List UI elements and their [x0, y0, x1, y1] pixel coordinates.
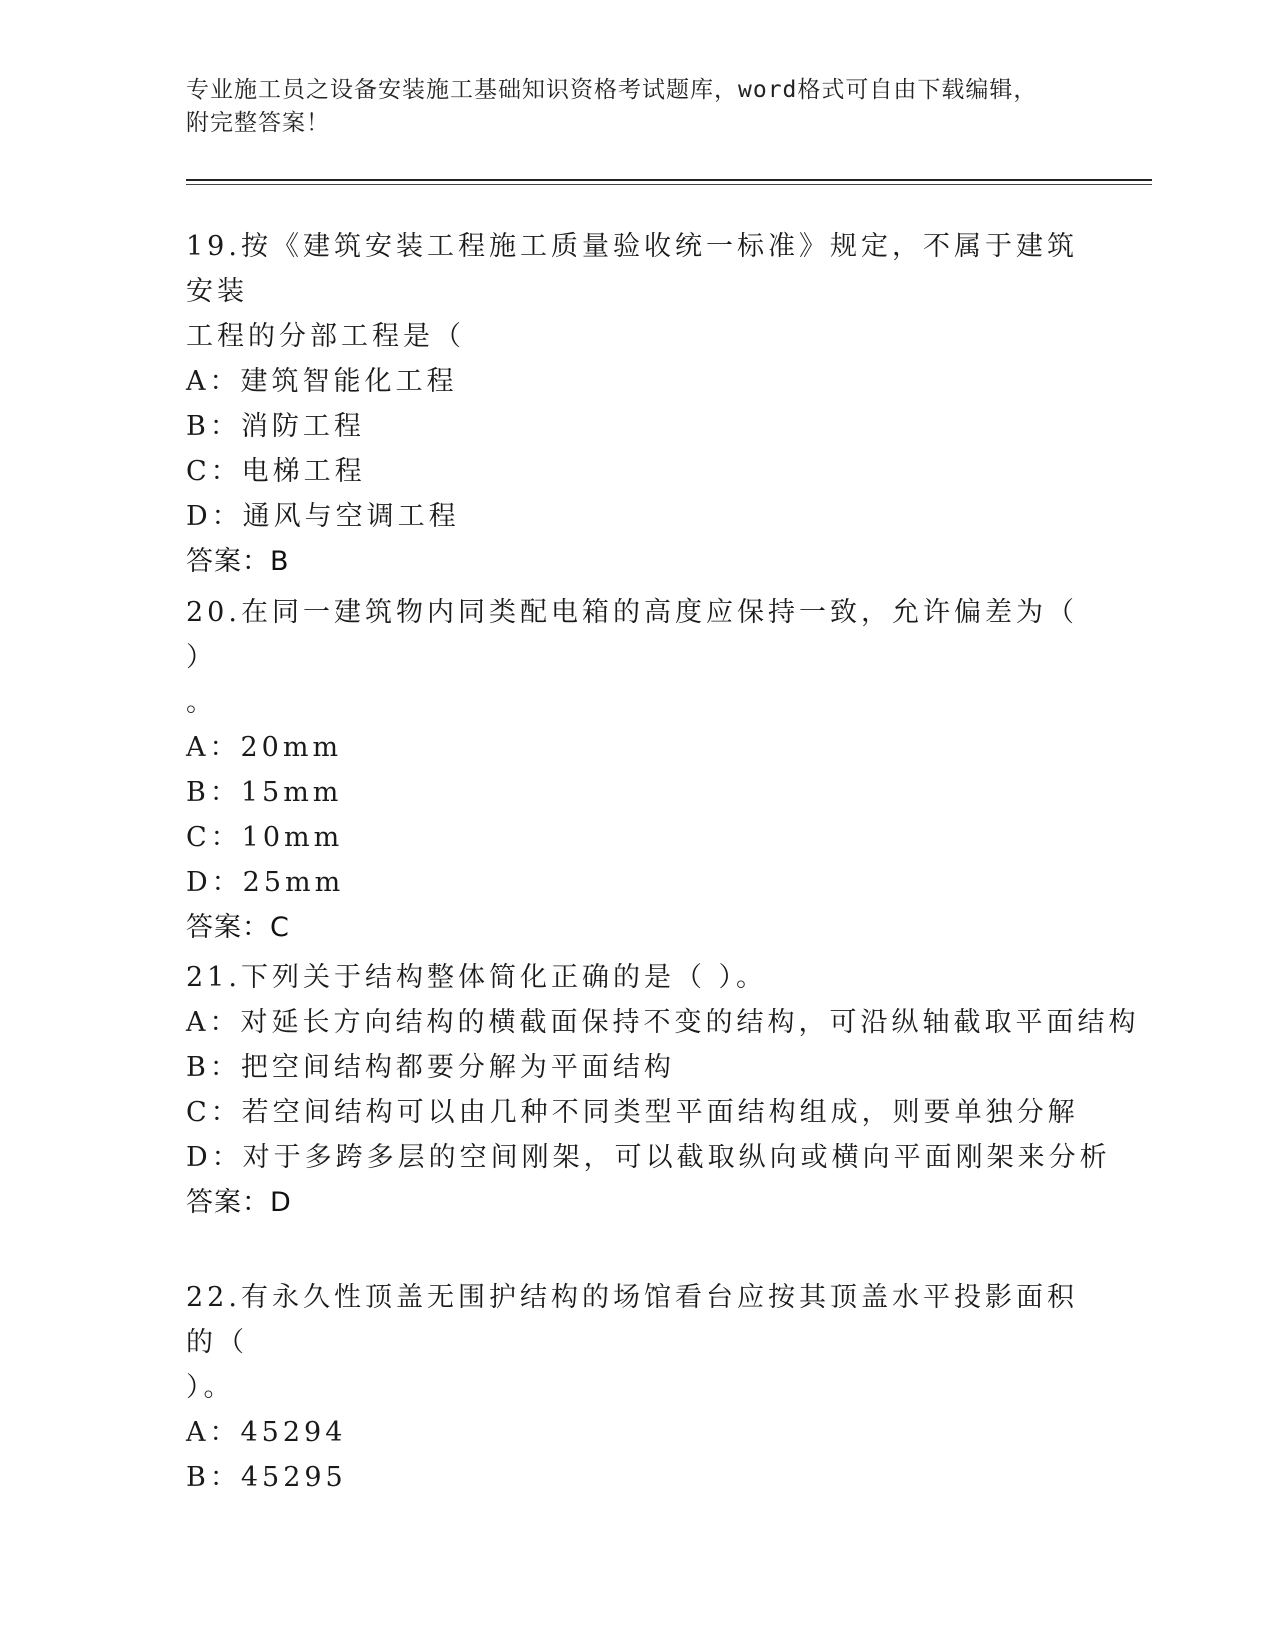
option-text: 把空间结构都要分解为平面结构 [240, 1052, 675, 1083]
option-text: 通风与空调工程 [242, 501, 460, 532]
header-intro-line-1: 专业施工员之设备安装施工基础知识资格考试题库，word格式可自由下载编辑， [186, 77, 1038, 103]
answer-label: 答案：D [186, 1187, 292, 1218]
option-c [186, 815, 1086, 860]
option-d [186, 1135, 1111, 1180]
option-text: 45294 [240, 1417, 347, 1448]
option-a [186, 1000, 1140, 1045]
question-stem-line: 。 [186, 687, 217, 718]
question-20 [186, 590, 1086, 950]
question-stem-line: 19.按《建筑安装工程施工质量验收统一标准》规定，不属于建筑安装 [186, 231, 1078, 307]
option-key: B： [186, 1052, 241, 1083]
option-d [186, 860, 1086, 905]
question-stem-line: 20.在同一建筑物内同类配电箱的高度应保持一致，允许偏差为（ ） [186, 597, 1078, 673]
option-b [186, 1045, 1086, 1090]
option-key: A： [186, 1417, 241, 1448]
option-c [186, 1090, 1086, 1135]
option-text: 对延长方向结构的横截面保持不变的结构，可沿纵轴截取平面结构 [240, 1007, 1140, 1038]
option-text: 15mm [240, 777, 343, 808]
option-text: 若空间结构可以由几种不同类型平面结构组成，则要单独分解 [241, 1097, 1079, 1128]
option-text: 消防工程 [240, 411, 365, 442]
option-b [186, 404, 1086, 449]
option-key: C： [186, 1097, 242, 1128]
option-c [186, 449, 1086, 494]
option-text: 20mm [240, 732, 343, 763]
option-text: 45295 [240, 1462, 347, 1493]
option-a [186, 1410, 1086, 1455]
option-b [186, 1455, 1086, 1500]
header-intro-line-2: 附完整答案！ [186, 110, 330, 136]
option-text: 对于多跨多层的空间刚架，可以截取纵向或横向平面刚架来分析 [242, 1142, 1111, 1173]
option-a [186, 359, 1086, 404]
option-key: B： [186, 1462, 241, 1493]
option-text: 25mm [242, 867, 345, 898]
header-divider-thick [186, 179, 1152, 181]
question-stem-line: 22.有永久性顶盖无围护结构的场馆看台应按其顶盖水平投影面积的（ [186, 1282, 1078, 1358]
option-key: B： [186, 777, 241, 808]
question-19 [186, 224, 1086, 584]
option-key: A： [186, 732, 241, 763]
option-a [186, 725, 1086, 770]
answer-label: 答案：B [186, 546, 290, 577]
option-key: C： [186, 456, 242, 487]
header-divider-thin [186, 184, 1152, 185]
option-key: C： [186, 822, 242, 853]
question-stem-line: ）。 [186, 1372, 235, 1403]
option-b [186, 770, 1086, 815]
answer-label: 答案：C [186, 912, 290, 943]
option-text: 10mm [241, 822, 344, 853]
option-text: 电梯工程 [241, 456, 366, 487]
option-key: D： [186, 501, 243, 532]
option-key: D： [186, 867, 243, 898]
question-22 [186, 1275, 1086, 1500]
question-21 [186, 955, 1140, 1225]
option-key: A： [186, 366, 241, 397]
option-key: A： [186, 1007, 241, 1038]
option-text: 建筑智能化工程 [240, 366, 458, 397]
question-stem-line: 工程的分部工程是（ [186, 321, 465, 352]
document-header [186, 74, 1086, 140]
option-d [186, 494, 1086, 539]
option-key: D： [186, 1142, 243, 1173]
question-stem-line: 21.下列关于结构整体简化正确的是（ ）。 [186, 962, 768, 993]
option-key: B： [186, 411, 241, 442]
